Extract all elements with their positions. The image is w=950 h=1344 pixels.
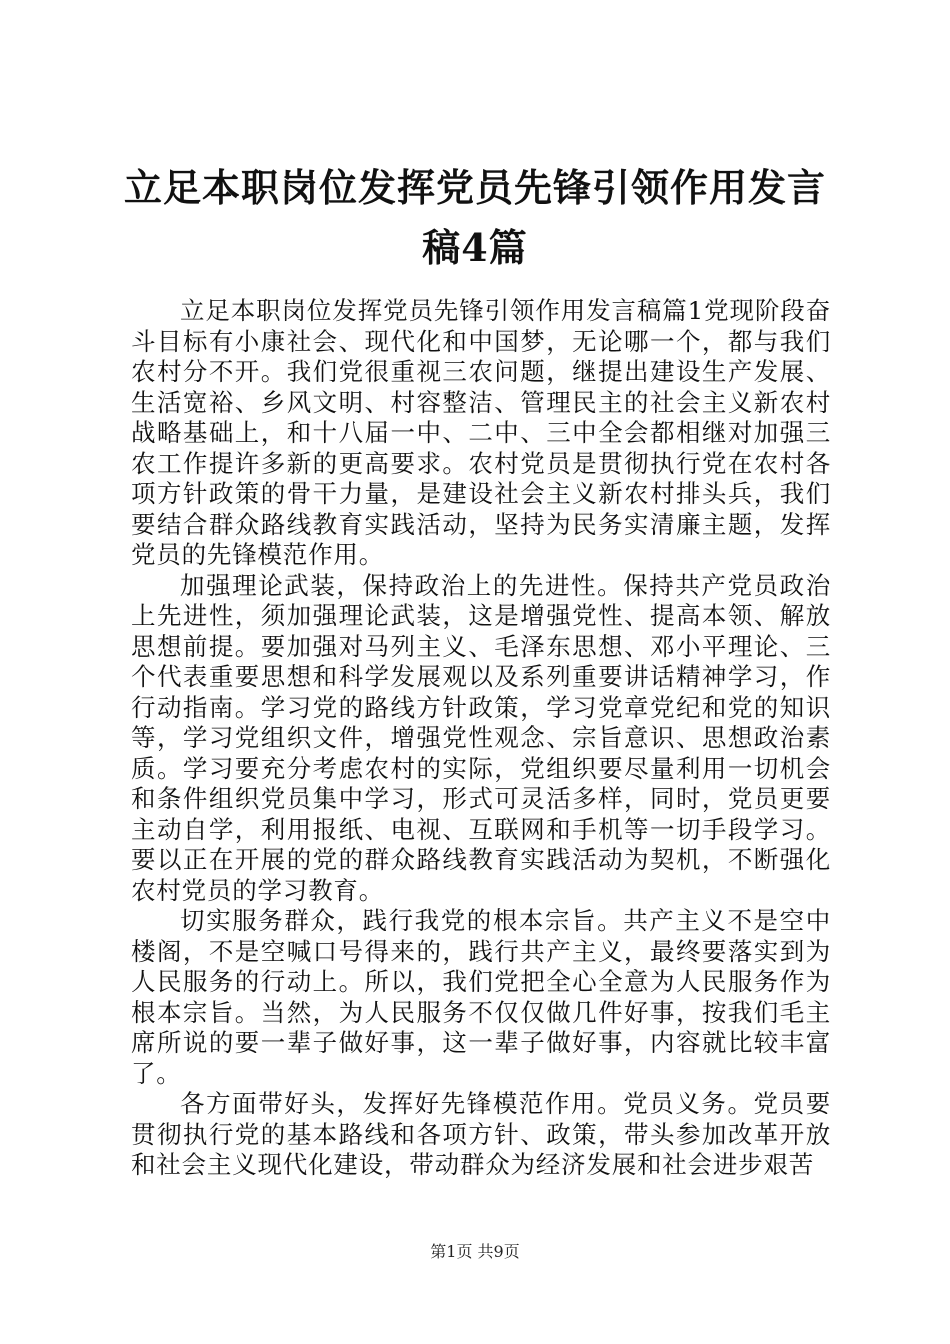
paragraph-2: 加强理论武装，保持政治上的先进性。保持共产党员政治上先进性，须加强理论武装，这是增强党性、提高本领、解放思想前提。要加强对马列主义、毛泽东思想、邓小平理论、三个代表重要思想和科学发展观以及系列重要讲话精神学习，作行动指南。学习党的路线方针政策，学习党章党纪和党的知识等，学习党组织文件，增强党性观念、宗旨意识、思想政治素质。学习要充分考虑农村的实际，党组织要尽量利用一切机会和条件组织党员集中学习，形式可灵活多样，同时，党员更要主动自学，利用报纸、电视、互联网和手机等一切手段学习。要以正在开展的党的群众路线教育实践活动为契机，不断强化农村党员的学习教育。 <box>131 570 831 905</box>
document-title: 立足本职岗位发挥党员先锋引领作用发言稿4篇 <box>123 165 826 270</box>
paragraph-1: 立足本职岗位发挥党员先锋引领作用发言稿篇1党现阶段奋斗目标有小康社会、现代化和中国梦，无论哪一个，都与我们农村分不开。我们党很重视三农问题，继提出建设生产发展、生活宽裕、乡风文明、村容整洁、管理民主的社会主义新农村战略基础上，和十八届一中、二中、三中全会都相继对加强三农工作提许多新的更高要求。农村党员是贯彻执行党在农村各项方针政策的骨干力量，是建设社会主义新农村排头兵，我们要结合群众路线教育实践活动，坚持为民务实清廉主题，发挥党员的先锋模范作用。 <box>131 296 831 569</box>
paragraph-3: 切实服务群众，践行我党的根本宗旨。共产主义不是空中楼阁，不是空喊口号得来的，践行共产主义，最终要落实到为人民服务的行动上。所以，我们党把全心全意为人民服务作为根本宗旨。当然，为人民服务不仅仅做几件好事，按我们毛主席所说的要一辈子做好事，这一辈子做好事，内容就比较丰富了。 <box>131 906 831 1088</box>
paragraph-4: 各方面带好头，发挥好先锋模范作用。党员义务。党员要贯彻执行党的基本路线和各项方针、政策，带头参加改革开放和社会主义现代化建设，带动群众为经济发展和社会进步艰苦 <box>131 1089 831 1179</box>
page-number-footer: 第1页 共9页 <box>430 1242 520 1261</box>
document-body <box>131 296 831 1181</box>
